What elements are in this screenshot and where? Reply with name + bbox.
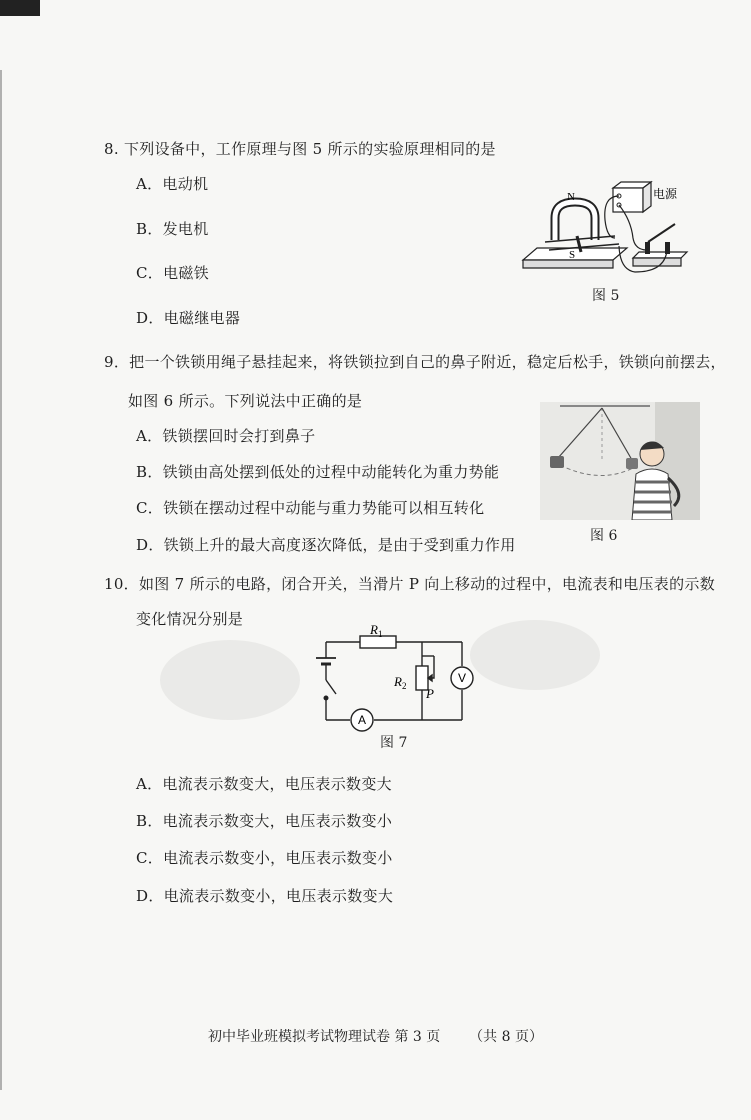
footer-exam-title: 初中毕业班模拟考试物理试卷: [208, 1029, 390, 1045]
q8-option-a[interactable]: A．电动机: [136, 175, 209, 193]
power-supply-label: 电源: [653, 187, 678, 201]
figure-6-caption: 图 6: [590, 528, 618, 544]
q10-option-a[interactable]: A．电流表示数变大，电压表示数变大: [136, 775, 392, 793]
q9-option-b[interactable]: B．铁锁由高处摆到低处的过程中动能转化为重力势能: [136, 463, 500, 481]
q9-stem-line1: 9．把一个铁锁用绳子悬挂起来，将铁锁拉到自己的鼻子附近，稳定后松手，铁锁向前摆去，: [104, 353, 726, 371]
q8-option-b[interactable]: B．发电机: [136, 220, 209, 238]
q10-option-d[interactable]: D．电流表示数变小，电压表示数变大: [136, 887, 394, 905]
page-footer: [0, 1026, 751, 1046]
r1-label: R: [370, 622, 378, 637]
q9-option-c[interactable]: C．铁锁在摆动过程中动能与重力势能可以相互转化: [136, 499, 485, 517]
scan-smudge: [160, 640, 300, 720]
scan-corner-mark: [0, 0, 40, 16]
scan-left-edge: [0, 70, 2, 1090]
q8-option-c[interactable]: C．电磁铁: [136, 264, 209, 282]
ammeter-label: A: [357, 713, 367, 727]
footer-page-number: 第 3 页: [394, 1029, 441, 1045]
q10-stem-line2: 变化情况分别是: [136, 610, 244, 628]
figure-6-pendulum-lock-photo: [540, 402, 700, 520]
figure-7-circuit-diagram: [310, 622, 480, 732]
q8-stem: 8. 下列设备中，工作原理与图 5 所示的实验原理相同的是: [104, 140, 496, 158]
footer-total-pages: （共 8 页）: [469, 1029, 543, 1045]
voltmeter-label: V: [457, 671, 467, 685]
q9-option-a[interactable]: A．铁锁摆回时会打到鼻子: [136, 427, 316, 445]
scan-smudge: [470, 620, 600, 690]
q8-option-d[interactable]: D．电磁继电器: [136, 309, 241, 327]
figure-5-electromagnetic-apparatus: [515, 180, 690, 280]
magnet-n-label: N: [567, 191, 575, 203]
svg-text:R1: [369, 622, 382, 639]
q10-option-c[interactable]: C．电流表示数变小，电压表示数变小: [136, 849, 393, 867]
q10-stem-line1: 10．如图 7 所示的电路，闭合开关，当滑片 P 向上移动的过程中，电流表和电压表的示数: [104, 575, 715, 593]
r1-subscript: 1: [377, 629, 383, 639]
q9-option-d[interactable]: D．铁锁上升的最大高度逐次降低，是由于受到重力作用: [136, 536, 516, 554]
r2-subscript: 2: [401, 681, 407, 691]
figure-5-caption: 图 5: [592, 288, 620, 304]
r2-label: R: [394, 674, 402, 689]
magnet-s-label: S: [569, 249, 576, 261]
slider-p-label: P: [426, 686, 434, 701]
q10-option-b[interactable]: B．电流表示数变大，电压表示数变小: [136, 812, 393, 830]
figure-7-caption: 图 7: [380, 735, 408, 751]
q9-stem-line2: 如图 6 所示。下列说法中正确的是: [128, 392, 363, 410]
svg-text:R2: [393, 674, 406, 691]
